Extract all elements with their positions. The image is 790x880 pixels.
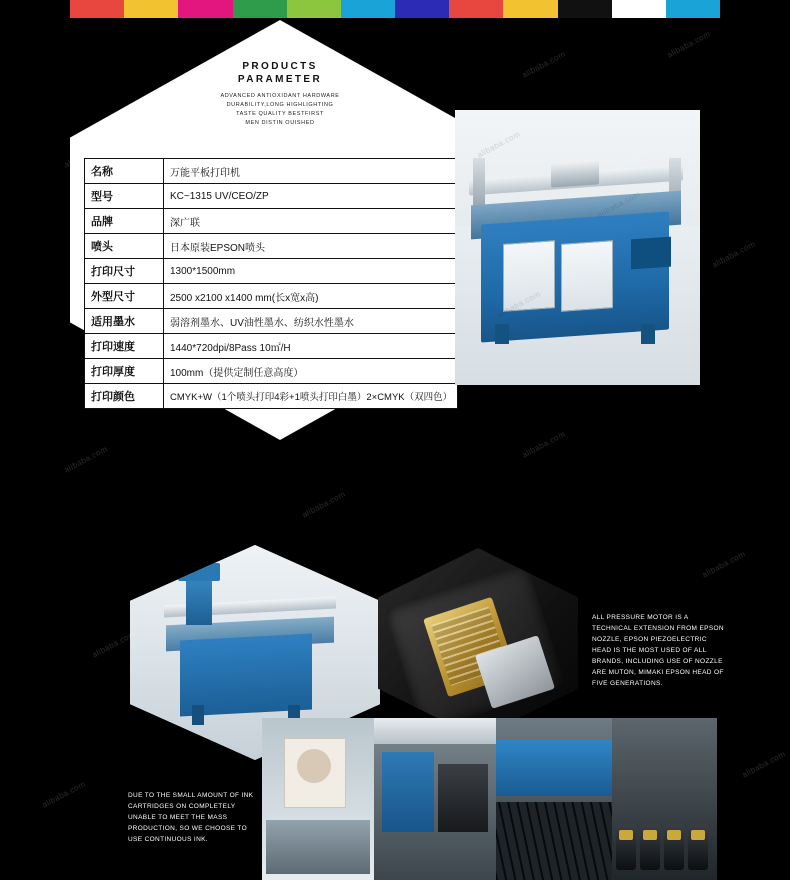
spec-value: 1300*1500mm bbox=[164, 259, 458, 284]
spec-key: 打印厚度 bbox=[85, 359, 164, 384]
table-row bbox=[85, 309, 458, 334]
spec-key: 打印尺寸 bbox=[85, 259, 164, 284]
spec-value: 日本原装EPSON喷头 bbox=[164, 234, 458, 259]
table-row bbox=[85, 334, 458, 359]
specification-table bbox=[84, 158, 458, 409]
spec-key: 型号 bbox=[85, 184, 164, 209]
machine-control-panel bbox=[631, 237, 671, 270]
machine-blue bbox=[382, 752, 434, 832]
machine-leg-right bbox=[641, 324, 655, 344]
machine-door-left bbox=[503, 240, 555, 312]
table-row bbox=[85, 284, 458, 309]
watermark: alibaba.com bbox=[40, 779, 87, 810]
spec-value: 万能平板打印机 bbox=[164, 159, 458, 184]
spec-key: 打印速度 bbox=[85, 334, 164, 359]
spec-key: 名称 bbox=[85, 159, 164, 184]
spec-value: 1440*720dpi/8Pass 10㎡/H bbox=[164, 334, 458, 359]
machine-blue-panel bbox=[496, 740, 612, 796]
factory-photo-machines bbox=[374, 718, 496, 880]
operator-figure bbox=[284, 738, 346, 808]
factory-photo-operator bbox=[262, 718, 374, 880]
ink-bottle bbox=[640, 824, 660, 870]
spec-key: 品牌 bbox=[85, 209, 164, 234]
ink-bottle bbox=[616, 824, 636, 870]
ink-description-text: DUE TO THE SMALL AMOUNT OF INK CARTRIDGES ON COMPLETELY UNABLE TO MEET THE MASS PRODUCTION, SO WE CHOOSE TO USE CONTINUOUS INK. bbox=[128, 792, 254, 843]
heading-sub-1: ADVANCED ANTIOXIDANT HARDWARE bbox=[220, 93, 340, 99]
ink-bottle bbox=[688, 824, 708, 870]
ink-tubing bbox=[496, 802, 612, 880]
machine-gantry-left bbox=[473, 158, 485, 210]
machine-leg-left bbox=[192, 705, 204, 725]
spec-key: 喷头 bbox=[85, 234, 164, 259]
heading-sub-4: MEN DISTIN OUISHED bbox=[245, 120, 315, 126]
machine-carriage bbox=[551, 160, 599, 187]
watermark: alibaba.com bbox=[700, 549, 747, 580]
machine-door-right bbox=[561, 240, 613, 312]
watermark: alibaba.com bbox=[90, 629, 137, 660]
spec-value: 2500 x2100 x1400 mm(长x宽x高) bbox=[164, 284, 458, 309]
watermark: alibaba.com bbox=[710, 239, 757, 270]
watermark: alibaba.com bbox=[520, 49, 567, 80]
heading-sub-2: DURABILITY,LONG HIGHLIGHTING bbox=[226, 102, 334, 108]
heading-line-2: PARAMETER bbox=[237, 74, 323, 85]
machine-full-photo bbox=[455, 110, 700, 385]
watermark: alibaba.com bbox=[665, 29, 712, 60]
machine-head-unit bbox=[178, 563, 220, 581]
table-row bbox=[85, 259, 458, 284]
spec-key: 外型尺寸 bbox=[85, 284, 164, 309]
factory-photo-ink-tubing bbox=[496, 718, 612, 880]
spec-key: 打印颜色 bbox=[85, 384, 164, 409]
table-row bbox=[85, 159, 458, 184]
factory-photo-ink-bottles bbox=[612, 718, 717, 880]
table-row bbox=[85, 184, 458, 209]
products-parameter-heading bbox=[70, 60, 490, 128]
watermark: alibaba.com bbox=[740, 749, 787, 780]
machine-leg-left bbox=[495, 324, 509, 344]
table-row bbox=[85, 209, 458, 234]
table-row bbox=[85, 359, 458, 384]
spec-value: 弱溶剂墨水、UV油性墨水、纺织水性墨水 bbox=[164, 309, 458, 334]
printhead-description-text: ALL PRESSURE MOTOR IS A TECHNICAL EXTENSION FROM EPSON NOZZLE, EPSON PIEZOELECTRIC HEAD IS THE MOST USED OF ALL BRANDS, INCLUDING USE OF NOZZLE ARE MUTON, MIMAKI EPSON HEAD OF FIVE GENERATIONS. bbox=[592, 614, 724, 687]
ceiling bbox=[374, 718, 496, 744]
spec-value: KC~1315 UV/CEO/ZP bbox=[164, 184, 458, 209]
spec-key: 适用墨水 bbox=[85, 309, 164, 334]
watermark: alibaba.com bbox=[520, 429, 567, 460]
ink-bottle bbox=[664, 824, 684, 870]
watermark: alibaba.com bbox=[62, 444, 109, 475]
heading-line-1: PRODUCTS bbox=[242, 61, 318, 72]
heading-sub-3: TASTE QUALITY BESTFIRST bbox=[236, 111, 324, 117]
spec-value: CMYK+W（1个喷头打印4彩+1喷头打印白墨）2×CMYK（双四色） bbox=[164, 384, 458, 409]
printhead-photo bbox=[378, 548, 578, 738]
table-row bbox=[85, 234, 458, 259]
watermark: alibaba.com bbox=[300, 489, 347, 520]
factory-photo-strip bbox=[262, 718, 717, 880]
machine-dark bbox=[438, 764, 488, 832]
table-row bbox=[85, 384, 458, 409]
equipment-rack bbox=[266, 820, 370, 874]
color-strip bbox=[70, 0, 720, 18]
spec-value: 深广联 bbox=[164, 209, 458, 234]
spec-value: 100mm（提供定制任意高度） bbox=[164, 359, 458, 384]
